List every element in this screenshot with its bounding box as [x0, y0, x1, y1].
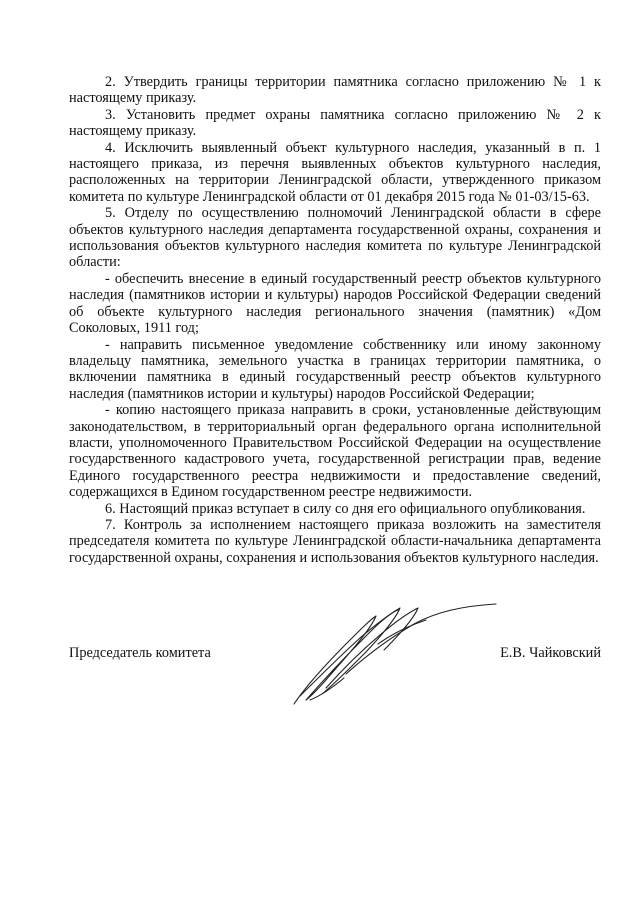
- paragraph-item-2: 2. Утвердить границы территории памятника согласно приложению № 1 к настоящему приказу.: [69, 74, 601, 107]
- paragraph-subitem-register: - обеспечить внесение в единый государственный реестр объектов культурного наследия (памятников истории и культуры) народов Российской Федерации сведений об объекте культурного наследия регионального значения (памятник) «Дом Соколовых, 1911 год;: [69, 270, 601, 337]
- handwritten-signature-icon: [286, 600, 506, 710]
- paragraph-item-6: 6. Настоящий приказ вступает в силу со дня его официального опубликования.: [105, 500, 586, 517]
- signer-title: Председатель комитета: [69, 645, 211, 661]
- paragraph-item-7: 7. Контроль за исполнением настоящего приказа возложить на заместителя председателя комитета по культуре Ленинградской области-начальника департамента государственной охраны, сохранения и использования объектов культурного наследия.: [69, 516, 601, 566]
- signer-name: Е.В. Чайковский: [500, 645, 601, 661]
- paragraph-subitem-notify: - направить письменное уведомление собственнику или иному законному владельцу памятника, земельного участка в границах территории памятника, о включении памятника в единый государственный реестр объектов культурного наследия (памятников истории и культуры) народов Российской Федерации;: [69, 336, 601, 402]
- paragraph-item-5: 5. Отделу по осуществлению полномочий Ленинградской области в сфере объектов культурного наследия департамента государственной охраны, сохранения и использования объектов культурного наследия комитета по культуре Ленинградской области:: [69, 205, 601, 271]
- paragraph-item-4: 4. Исключить выявленный объект культурного наследия, указанный в п. 1 настоящего приказа, из перечня выявленных объектов культурного наследия, расположенных на территории Ленинградской области, утвержденного приказом комитета по культуре Ленинградской области от 01 декабря 2015 года № 01-03/15-63.: [69, 139, 601, 205]
- document-body: [69, 74, 601, 566]
- paragraph-item-3: 3. Установить предмет охраны памятника согласно приложению № 2 к настоящему приказу.: [69, 106, 601, 140]
- paragraph-subitem-copy: - копию настоящего приказа направить в сроки, установленные действующим законодательством, в территориальный орган федерального органа исполнительной власти, уполномоченного Правительством Российской Федерации на осуществление государственного кадастрового учета, государственной регистрации прав, ведение Единого государственного реестра недвижимости и предоставление сведений, содержащихся в Едином государственном реестре недвижимости.: [69, 402, 601, 501]
